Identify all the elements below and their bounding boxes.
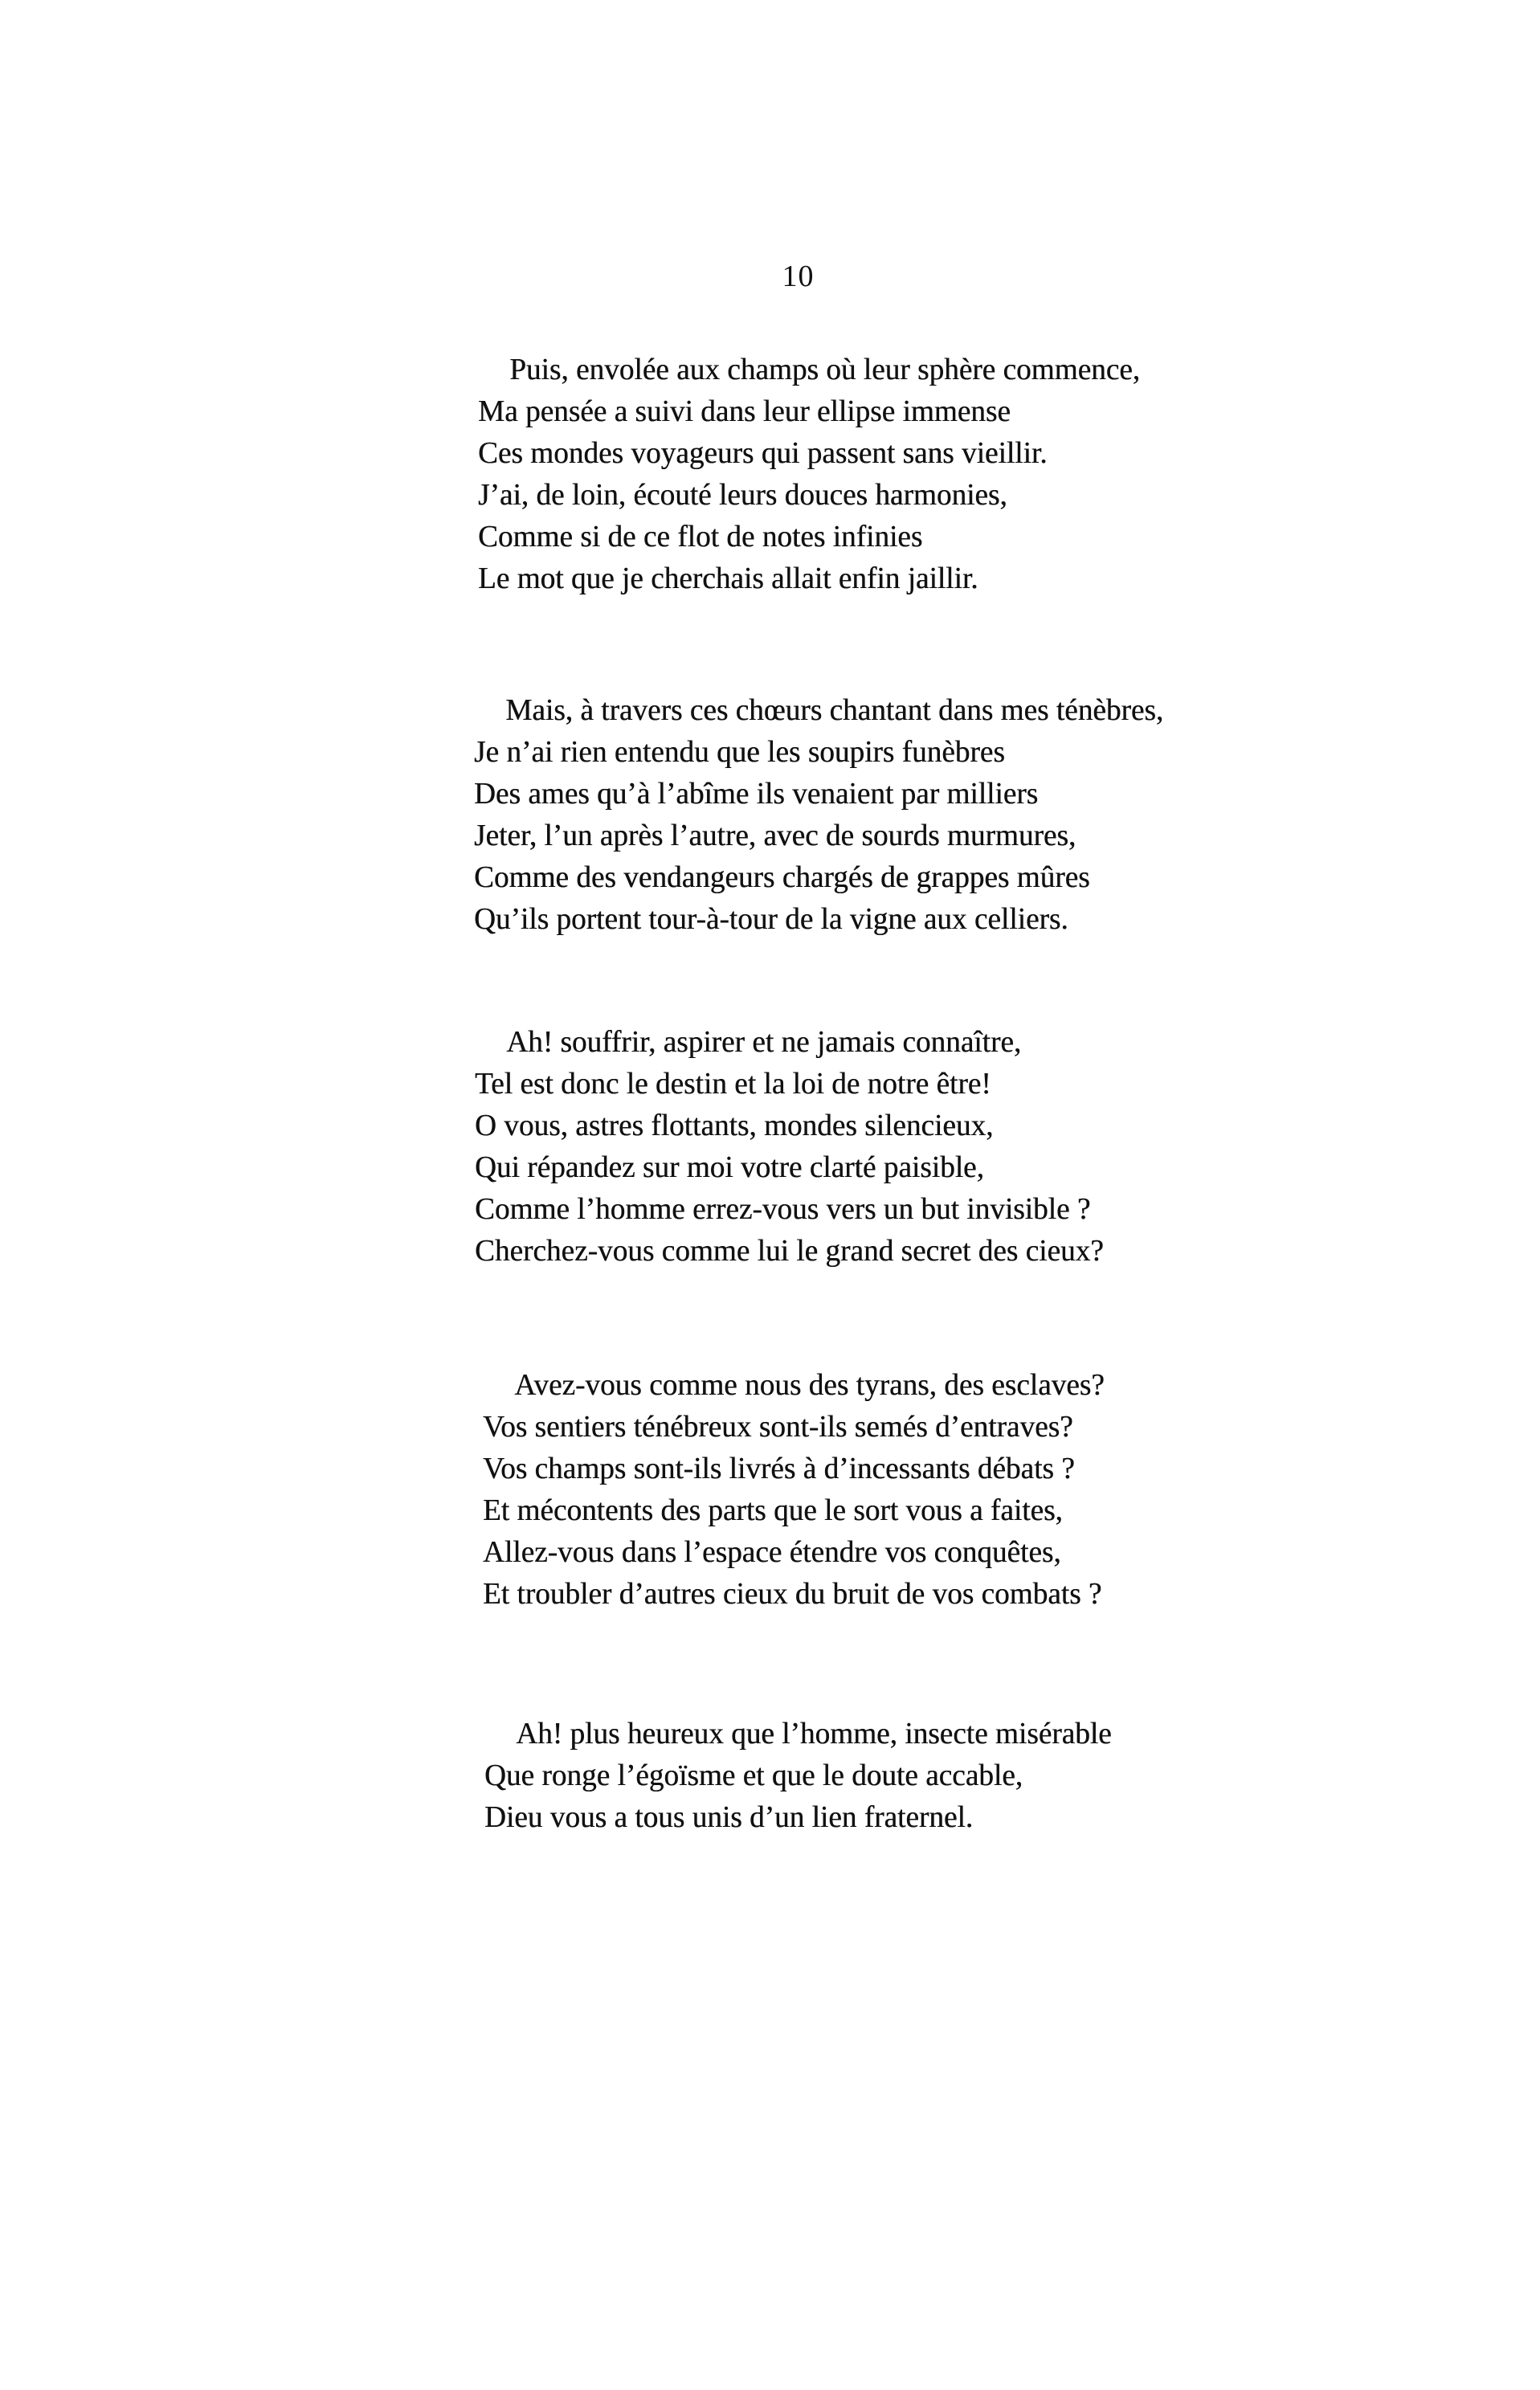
verse-line: Ma pensée a suivi dans leur ellipse immense [478,394,1011,428]
verse-line: Puis, envolée aux champs où leur sphère commence, [509,353,1141,386]
verse-line: Et mécontents des parts que le sort vous a faites, [483,1493,1063,1527]
verse-line: Tel est donc le destin et la loi de notre être! [475,1067,991,1101]
verse-line: Allez-vous dans l’espace étendre vos conquêtes, [483,1535,1061,1569]
verse-line: J’ai, de loin, écouté leurs douces harmonies, [478,478,1007,512]
verse-line: Comme si de ce flot de notes infinies [478,520,923,554]
verse-line: Comme des vendangeurs chargés de grappes mûres [474,860,1090,894]
page-number: 10 [782,259,815,293]
verse-line: Le mot que je cherchais allait enfin jaillir. [478,562,978,595]
stanza-4 [483,1364,1117,1615]
stanza-1 [478,349,1154,599]
stanza-5 [484,1713,1125,1838]
verse-line: Cherchez-vous comme lui le grand secret des cieux? [475,1234,1104,1268]
stanza-2 [474,689,1178,940]
verse-line: Mais, à travers ces chœurs chantant dans mes ténèbres, [505,693,1164,727]
verse-line: Qui répandez sur moi votre clarté paisible, [475,1150,984,1184]
verse-line: Ces mondes voyageurs qui passent sans vieillir. [478,436,1048,470]
verse-line: Dieu vous a tous unis d’un lien fraternel. [484,1800,974,1834]
verse-line: Ah! plus heureux que l’homme, insecte misérable [516,1717,1112,1751]
verse-line: Ah! souffrir, aspirer et ne jamais connaître, [506,1025,1022,1059]
verse-line: Avez-vous comme nous des tyrans, des esclaves? [514,1368,1105,1402]
verse-line: Vos sentiers ténébreux sont-ils semés d’entraves? [483,1410,1073,1444]
verse-line: O vous, astres flottants, mondes silencieux, [475,1109,994,1142]
verse-line: Je n’ai rien entendu que les soupirs funèbres [474,735,1005,769]
verse-line: Vos champs sont-ils livrés à d’incessants débats ? [483,1452,1075,1485]
verse-line: Qu’ils portent tour-à-tour de la vigne aux celliers. [474,902,1068,936]
verse-line: Comme l’homme errez-vous vers un but invisible ? [475,1192,1091,1226]
verse-line: Des ames qu’à l’abîme ils venaient par milliers [474,777,1039,811]
stanza-3 [475,1021,1117,1272]
verse-line: Et troubler d’autres cieux du bruit de vos combats ? [483,1577,1102,1611]
verse-line: Que ronge l’égoïsme et que le doute accable, [484,1759,1023,1792]
verse-line: Jeter, l’un après l’autre, avec de sourds murmures, [474,819,1076,852]
